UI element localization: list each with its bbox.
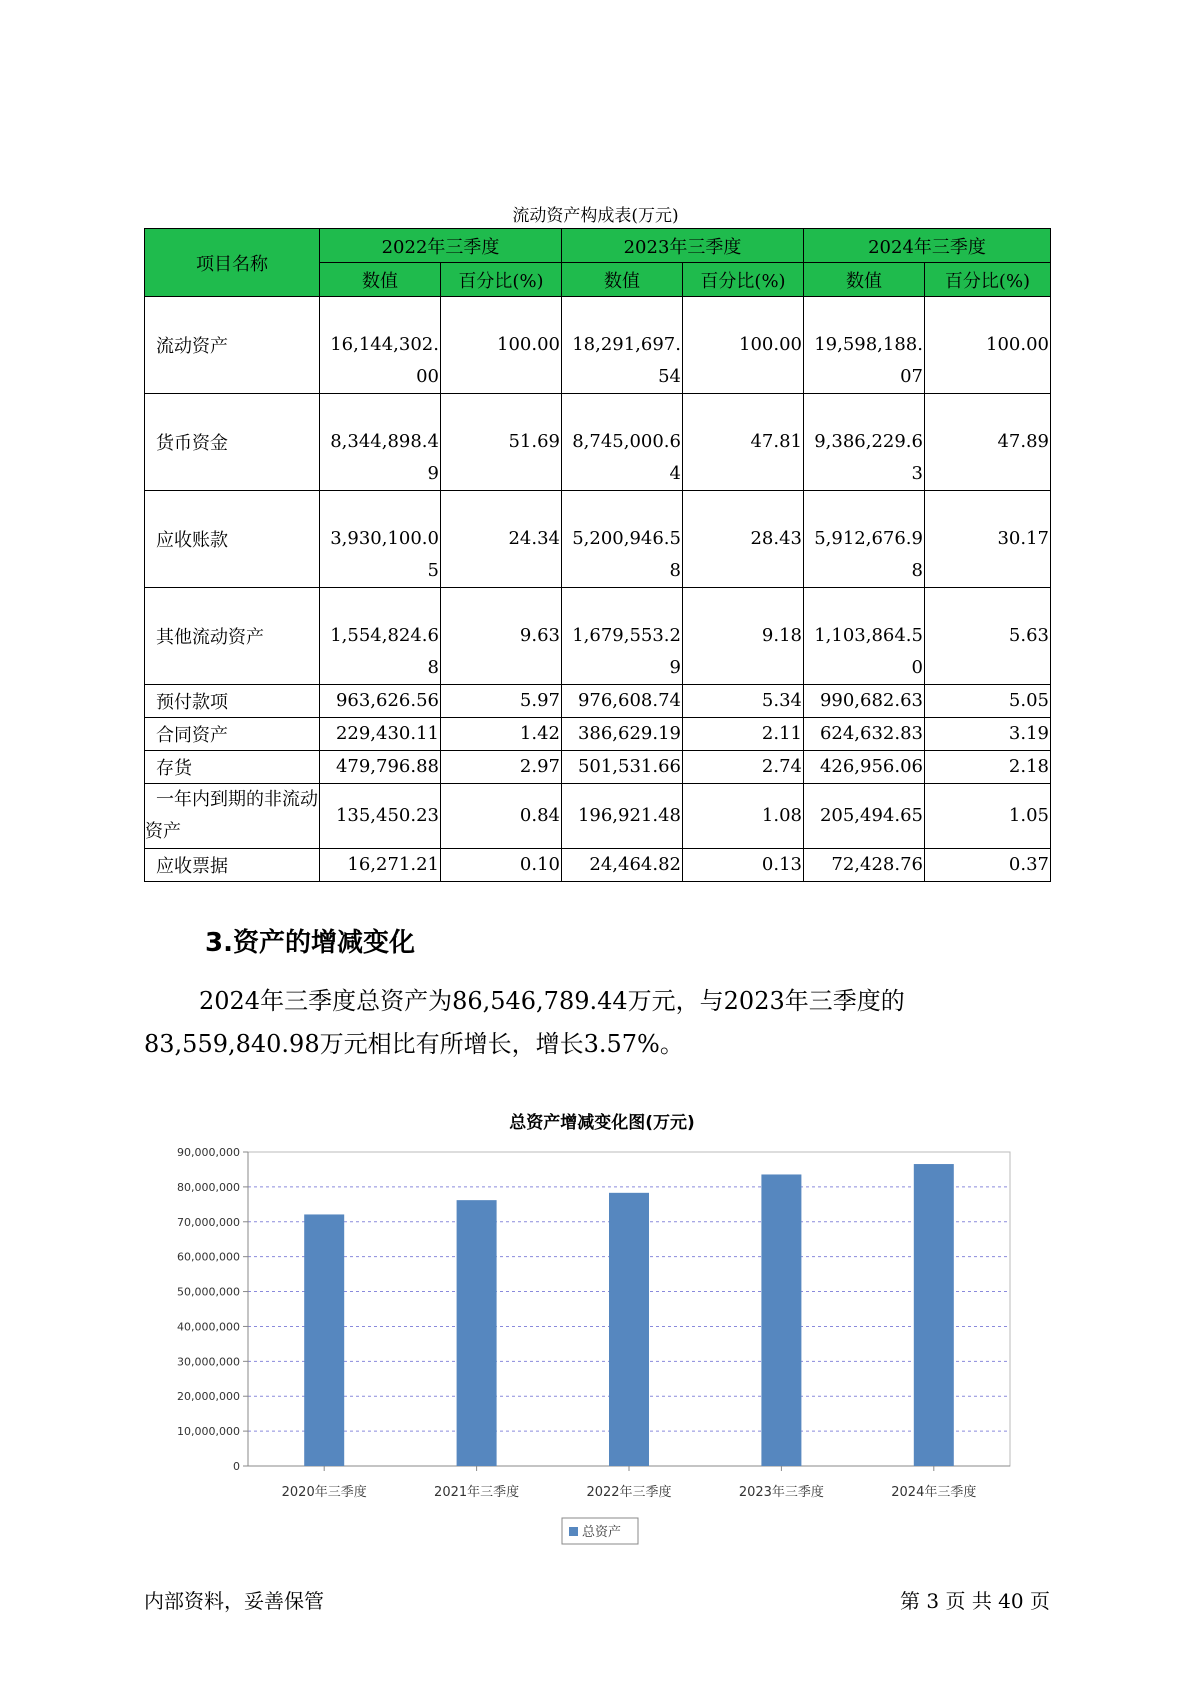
y-tick-label: 70,000,000 bbox=[177, 1215, 240, 1229]
cell-percent: 28.43 bbox=[683, 491, 804, 588]
cell-value: 135,450.23 bbox=[320, 784, 441, 849]
table-row bbox=[145, 718, 1051, 751]
cell-value: 19,598,188.07 bbox=[804, 297, 925, 394]
cell-percent: 0.84 bbox=[441, 784, 562, 849]
cell-percent: 24.34 bbox=[441, 491, 562, 588]
y-tick-label: 50,000,000 bbox=[177, 1285, 240, 1299]
cell-value: 5,912,676.98 bbox=[804, 491, 925, 588]
x-tick-label: 2023年三季度 bbox=[738, 1485, 824, 1500]
cell-percent: 2.18 bbox=[925, 751, 1051, 784]
y-tick-label: 40,000,000 bbox=[177, 1320, 240, 1334]
header-percent: 百分比(%) bbox=[925, 263, 1051, 297]
cell-value: 3,930,100.05 bbox=[320, 491, 441, 588]
cell-value: 501,531.66 bbox=[562, 751, 683, 784]
x-tick-label: 2020年三季度 bbox=[281, 1485, 367, 1500]
x-tick-label: 2024年三季度 bbox=[891, 1485, 977, 1500]
cell-value: 229,430.11 bbox=[320, 718, 441, 751]
chart-x-labels bbox=[282, 1484, 977, 1500]
header-value: 数值 bbox=[804, 263, 925, 297]
cell-value: 479,796.88 bbox=[320, 751, 441, 784]
legend-label: 总资产 bbox=[582, 1525, 622, 1540]
header-item-name: 项目名称 bbox=[145, 229, 320, 297]
cell-value: 72,428.76 bbox=[804, 849, 925, 882]
table-row bbox=[145, 394, 1051, 491]
cell-percent: 30.17 bbox=[925, 491, 1051, 588]
table-row bbox=[145, 491, 1051, 588]
y-tick-label: 90,000,000 bbox=[177, 1146, 240, 1159]
y-tick-label: 0 bbox=[233, 1460, 240, 1473]
cell-percent: 5.34 bbox=[683, 685, 804, 718]
cell-value: 8,745,000.64 bbox=[562, 394, 683, 491]
bar bbox=[457, 1200, 497, 1466]
cell-value: 1,103,864.50 bbox=[804, 588, 925, 685]
cell-value: 24,464.82 bbox=[562, 849, 683, 882]
cell-value: 16,271.21 bbox=[320, 849, 441, 882]
cell-value: 963,626.56 bbox=[320, 685, 441, 718]
chart-bars bbox=[304, 1164, 954, 1466]
cell-percent: 2.97 bbox=[441, 751, 562, 784]
cell-percent: 5.05 bbox=[925, 685, 1051, 718]
x-tick-label: 2022年三季度 bbox=[586, 1485, 672, 1500]
section-heading: 3.资产的增减变化 bbox=[205, 928, 415, 958]
table-row bbox=[145, 751, 1051, 784]
row-name: 货币资金 bbox=[145, 394, 320, 491]
table-row bbox=[145, 297, 1051, 394]
cell-percent: 1.42 bbox=[441, 718, 562, 751]
cell-percent: 5.97 bbox=[441, 685, 562, 718]
chart-legend bbox=[562, 1518, 638, 1544]
paragraph-text: 2024年三季度总资产为86,546,789.44万元，与2023年三季度的83,559,840.98万元相比有所增长，增长3.57%。 bbox=[144, 987, 905, 1058]
cell-value: 1,679,553.29 bbox=[562, 588, 683, 685]
table-row bbox=[145, 685, 1051, 718]
header-period-2022: 2022年三季度 bbox=[320, 229, 562, 263]
table-row bbox=[145, 849, 1051, 882]
header-period-2023: 2023年三季度 bbox=[562, 229, 804, 263]
footer-confidential: 内部资料，妥善保管 bbox=[144, 1589, 324, 1613]
cell-percent: 3.19 bbox=[925, 718, 1051, 751]
row-name: 预付款项 bbox=[145, 685, 320, 718]
cell-percent: 100.00 bbox=[925, 297, 1051, 394]
chart-title: 总资产增减变化图(万元) bbox=[509, 1113, 695, 1133]
cell-value: 18,291,697.54 bbox=[562, 297, 683, 394]
y-tick-label: 30,000,000 bbox=[177, 1355, 240, 1369]
cell-value: 386,629.19 bbox=[562, 718, 683, 751]
cell-value: 16,144,302.00 bbox=[320, 297, 441, 394]
cell-percent: 1.05 bbox=[925, 784, 1051, 849]
table-row bbox=[145, 588, 1051, 685]
header-value: 数值 bbox=[562, 263, 683, 297]
section-paragraph bbox=[144, 980, 1050, 1066]
header-percent: 百分比(%) bbox=[683, 263, 804, 297]
bar bbox=[914, 1164, 954, 1466]
cell-value: 8,344,898.49 bbox=[320, 394, 441, 491]
cell-value: 196,921.48 bbox=[562, 784, 683, 849]
y-tick-label: 80,000,000 bbox=[177, 1180, 240, 1194]
row-name: 流动资产 bbox=[145, 297, 320, 394]
cell-percent: 2.74 bbox=[683, 751, 804, 784]
total-assets-chart bbox=[160, 1100, 1020, 1555]
cell-percent: 47.89 bbox=[925, 394, 1051, 491]
x-tick-label: 2021年三季度 bbox=[434, 1485, 520, 1500]
cell-percent: 2.11 bbox=[683, 718, 804, 751]
cell-percent: 9.63 bbox=[441, 588, 562, 685]
legend-swatch bbox=[569, 1527, 578, 1536]
header-value: 数值 bbox=[320, 263, 441, 297]
cell-percent: 51.69 bbox=[441, 394, 562, 491]
cell-value: 9,386,229.63 bbox=[804, 394, 925, 491]
cell-percent: 47.81 bbox=[683, 394, 804, 491]
table-title: 流动资产构成表(万元) bbox=[512, 206, 679, 226]
row-name: 应收票据 bbox=[145, 849, 320, 882]
y-tick-label: 20,000,000 bbox=[177, 1390, 240, 1404]
cell-percent: 9.18 bbox=[683, 588, 804, 685]
bar bbox=[609, 1193, 649, 1466]
cell-percent: 0.13 bbox=[683, 849, 804, 882]
cell-percent: 5.63 bbox=[925, 588, 1051, 685]
row-name: 一年内到期的非流动资产 bbox=[145, 784, 320, 849]
bar bbox=[761, 1174, 801, 1466]
chart-axes bbox=[177, 1146, 1010, 1473]
current-assets-table bbox=[144, 228, 1051, 882]
row-name: 其他流动资产 bbox=[145, 588, 320, 685]
cell-percent: 0.37 bbox=[925, 849, 1051, 882]
header-percent: 百分比(%) bbox=[441, 263, 562, 297]
y-tick-label: 10,000,000 bbox=[177, 1425, 240, 1439]
cell-percent: 1.08 bbox=[683, 784, 804, 849]
row-name: 合同资产 bbox=[145, 718, 320, 751]
cell-value: 1,554,824.68 bbox=[320, 588, 441, 685]
bar bbox=[304, 1214, 344, 1466]
cell-value: 205,494.65 bbox=[804, 784, 925, 849]
footer-page-number: 第 3 页 共 40 页 bbox=[900, 1589, 1050, 1613]
cell-value: 624,632.83 bbox=[804, 718, 925, 751]
cell-value: 990,682.63 bbox=[804, 685, 925, 718]
cell-value: 5,200,946.58 bbox=[562, 491, 683, 588]
cell-percent: 100.00 bbox=[683, 297, 804, 394]
y-tick-label: 60,000,000 bbox=[177, 1250, 240, 1264]
cell-percent: 100.00 bbox=[441, 297, 562, 394]
table-row bbox=[145, 784, 1051, 849]
cell-value: 976,608.74 bbox=[562, 685, 683, 718]
cell-percent: 0.10 bbox=[441, 849, 562, 882]
chart-canvas bbox=[160, 1100, 1020, 1555]
row-name: 应收账款 bbox=[145, 491, 320, 588]
header-period-2024: 2024年三季度 bbox=[804, 229, 1051, 263]
cell-value: 426,956.06 bbox=[804, 751, 925, 784]
row-name: 存货 bbox=[145, 751, 320, 784]
